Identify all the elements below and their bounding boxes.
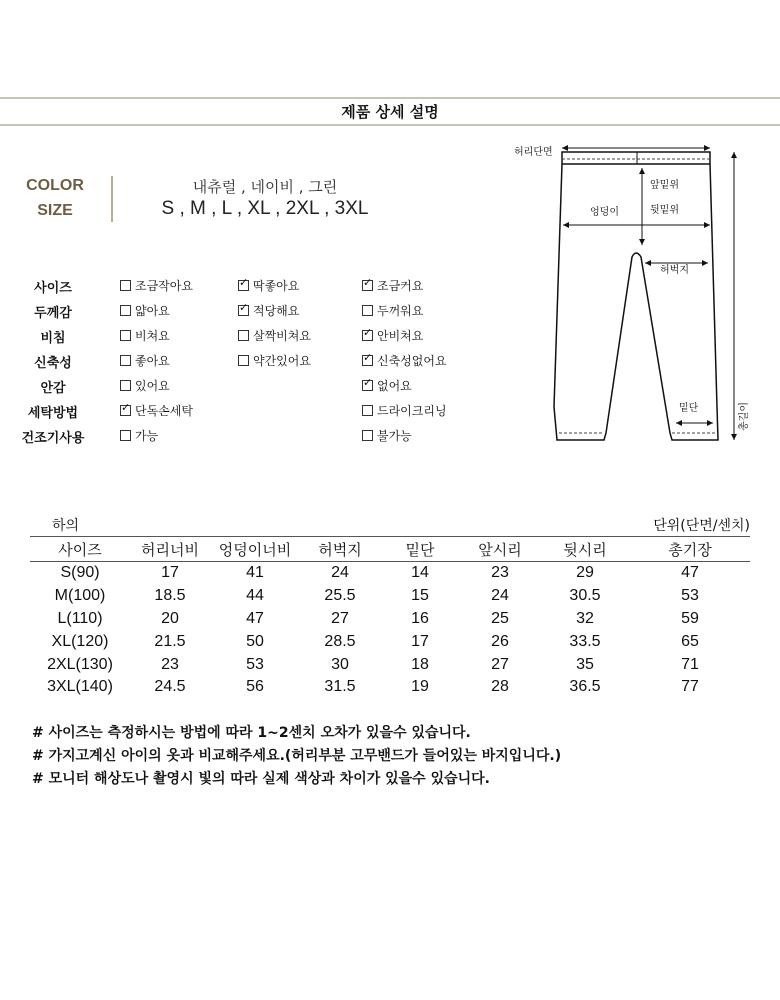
diagram-label-hip: 엉덩이 (590, 207, 619, 218)
checkbox[interactable] (238, 355, 249, 366)
option-label: 안비쳐요 (377, 329, 424, 343)
table-cell: XL(120) (51, 632, 109, 650)
table-cell: 28 (491, 678, 509, 696)
attribute-option[interactable] (362, 427, 412, 444)
attribute-option[interactable] (120, 302, 170, 319)
table-cell: 25 (491, 609, 509, 627)
table-header-cell: 밑단 (380, 537, 460, 562)
attribute-option[interactable] (238, 302, 299, 319)
table-cell: 47 (681, 564, 699, 582)
table-cell: 77 (681, 678, 699, 696)
table-cell: 53 (681, 587, 699, 605)
attribute-row (0, 377, 520, 397)
attribute-option[interactable] (238, 277, 299, 294)
table-row (30, 630, 750, 653)
option-label: 살짝비쳐요 (253, 329, 311, 343)
checked-checkbox[interactable] (362, 330, 373, 341)
attribute-option[interactable] (362, 327, 423, 344)
attribute-option[interactable] (120, 327, 170, 344)
option-label: 불가능 (377, 429, 412, 443)
attribute-row (0, 402, 520, 422)
table-cell: 59 (681, 609, 699, 627)
table-cell: 44 (246, 587, 264, 605)
attribute-row (0, 277, 520, 297)
option-label: 조금작아요 (135, 279, 193, 293)
checkbox[interactable] (120, 355, 131, 366)
table-cell: 27 (331, 609, 349, 627)
table-cell: 14 (411, 564, 429, 582)
table-cell: 71 (681, 655, 699, 673)
table-cell: 32 (576, 609, 594, 627)
attribute-name: 사이즈 (34, 281, 72, 296)
attribute-name: 비침 (40, 331, 66, 346)
size-table (30, 536, 750, 699)
table-cell: M(100) (54, 587, 106, 605)
checked-checkbox[interactable] (238, 305, 249, 316)
option-label: 두꺼워요 (377, 304, 424, 318)
table-cell: 41 (246, 564, 264, 582)
table-row (30, 653, 750, 676)
table-cell: 27 (491, 655, 509, 673)
table-cell: 16 (411, 609, 429, 627)
checkbox[interactable] (120, 380, 131, 391)
checkbox[interactable] (362, 430, 373, 441)
table-header-cell: 허벅지 (300, 537, 380, 562)
attribute-option[interactable] (120, 352, 170, 369)
attribute-option[interactable] (362, 302, 423, 319)
table-category: 하의 (52, 518, 80, 534)
attribute-option[interactable] (362, 402, 447, 419)
table-header-row (30, 537, 750, 562)
table-row (30, 562, 750, 585)
checked-checkbox[interactable] (362, 355, 373, 366)
option-label: 있어요 (135, 379, 170, 393)
attribute-name: 신축성 (34, 356, 72, 371)
table-header-cell: 허리너비 (130, 537, 210, 562)
checkbox[interactable] (362, 305, 373, 316)
attribute-name: 건조기사용 (21, 431, 85, 446)
table-cell: 53 (246, 655, 264, 673)
table-cell: 50 (246, 632, 264, 650)
table-cell: 26 (491, 632, 509, 650)
table-row (30, 676, 750, 699)
table-cell: 35 (576, 655, 594, 673)
option-label: 좋아요 (135, 354, 170, 368)
option-label: 드라이크리닝 (377, 404, 447, 418)
table-cell: 33.5 (569, 632, 601, 650)
option-label: 얇아요 (135, 304, 170, 318)
table-header-cell: 총기장 (630, 537, 750, 562)
table-unit: 단위(단면/센치) (653, 518, 750, 534)
diagram-label-total-length: 총길이 (739, 402, 750, 431)
table-cell: 36.5 (569, 678, 601, 696)
table-cell: 2XL(130) (47, 655, 113, 673)
table-cell: 30 (331, 655, 349, 673)
info-divider (111, 176, 113, 222)
rise-arrow (639, 168, 645, 245)
table-cell: S(90) (60, 564, 100, 582)
checkbox[interactable] (120, 280, 131, 291)
table-cell: 56 (246, 678, 264, 696)
table-cell: 15 (411, 587, 429, 605)
table-cell: 30.5 (569, 587, 601, 605)
table-header-cell: 뒷시리 (540, 537, 630, 562)
option-label: 딱좋아요 (253, 279, 300, 293)
table-cell: 21.5 (154, 632, 186, 650)
table-row (30, 608, 750, 631)
table-row (30, 585, 750, 608)
option-label: 적당해요 (253, 304, 300, 318)
attribute-row (0, 352, 520, 372)
attribute-row (0, 327, 520, 347)
table-cell: 23 (161, 655, 179, 673)
table-cell: 29 (576, 564, 594, 582)
diagram-label-back-rise: 뒷밑위 (650, 205, 679, 216)
checked-checkbox[interactable] (362, 380, 373, 391)
option-label: 조금커요 (377, 279, 424, 293)
table-cell: 17 (161, 564, 179, 582)
table-cell: 17 (411, 632, 429, 650)
attribute-option[interactable] (120, 277, 193, 294)
table-cell: 28.5 (324, 632, 356, 650)
attribute-option[interactable] (238, 352, 311, 369)
attribute-row (0, 302, 520, 322)
table-header-cell: 앞시리 (460, 537, 540, 562)
table-cell: 23 (491, 564, 509, 582)
attribute-name: 세탁방법 (27, 406, 79, 421)
attribute-option[interactable] (120, 402, 193, 419)
table-header-cell: 엉덩이너비 (210, 537, 300, 562)
checked-checkbox[interactable] (120, 405, 131, 416)
attribute-option[interactable] (238, 327, 311, 344)
hip-arrow (563, 222, 710, 228)
size-label: SIZE (37, 202, 73, 219)
checkbox[interactable] (362, 405, 373, 416)
pants-outline (554, 164, 718, 440)
table-cell: 24 (331, 564, 349, 582)
table-cell: L(110) (57, 609, 103, 627)
table-cell: 47 (246, 609, 264, 627)
attribute-name: 안감 (40, 381, 66, 396)
diagram-label-thigh: 허벅지 (660, 265, 689, 276)
notes (32, 722, 561, 791)
note-2: # 가지고계신 아이의 옷과 비교해주세요.(허리부분 고무밴드가 들어있는 바지입니다.) (32, 748, 562, 764)
attribute-option[interactable] (362, 277, 423, 294)
option-label: 약간있어요 (253, 354, 311, 368)
pants-diagram (500, 135, 780, 455)
color-label: COLOR (26, 177, 84, 194)
diagram-label-hem: 밑단 (679, 403, 699, 414)
page-title: 제품 상세 설명 (341, 103, 439, 121)
table-cell: 31.5 (324, 678, 356, 696)
diagram-label-waist: 허리단면 (514, 147, 553, 158)
color-value: 내츄럴 , 네이비 , 그린 (192, 178, 338, 196)
table-cell: 3XL(140) (47, 678, 113, 696)
option-label: 가능 (135, 429, 159, 443)
waistband (562, 152, 710, 164)
table-cell: 18.5 (154, 587, 186, 605)
size-value: S , M , L , XL , 2XL , 3XL (161, 198, 369, 219)
table-cell: 25.5 (324, 587, 356, 605)
table-cell: 18 (411, 655, 429, 673)
table-cell: 24.5 (154, 678, 186, 696)
diagram-label-front-rise: 앞밑위 (650, 180, 679, 191)
option-label: 신축성없어요 (377, 354, 447, 368)
checkbox[interactable] (238, 330, 249, 341)
option-label: 비쳐요 (135, 329, 170, 343)
attribute-option[interactable] (362, 352, 447, 369)
attribute-option[interactable] (120, 377, 170, 394)
checkbox[interactable] (120, 305, 131, 316)
attribute-name: 두께감 (34, 306, 72, 321)
title-divider (0, 124, 780, 126)
table-cell: 19 (411, 678, 429, 696)
top-divider (0, 97, 780, 99)
checked-checkbox[interactable] (362, 280, 373, 291)
checked-checkbox[interactable] (238, 280, 249, 291)
table-cell: 20 (161, 609, 179, 627)
table-header-cell: 사이즈 (30, 537, 130, 562)
table-cell: 24 (491, 587, 509, 605)
option-label: 단독손세탁 (135, 404, 193, 418)
checkbox[interactable] (120, 330, 131, 341)
attribute-option[interactable] (362, 377, 412, 394)
note-3: # 모니터 해상도나 촬영시 빛의 따라 실제 색상과 차이가 있을수 있습니다. (32, 771, 490, 787)
table-cell: 65 (681, 632, 699, 650)
attribute-row (0, 427, 520, 447)
checkbox[interactable] (120, 430, 131, 441)
attribute-option[interactable] (120, 427, 158, 444)
waist-arrow (562, 145, 710, 151)
total-length-arrow (731, 152, 737, 440)
hem-arrow (676, 420, 713, 426)
option-label: 없어요 (377, 379, 412, 393)
note-1: # 사이즈는 측정하시는 방법에 따라 1~2센치 오차가 있을수 있습니다. (32, 725, 471, 741)
